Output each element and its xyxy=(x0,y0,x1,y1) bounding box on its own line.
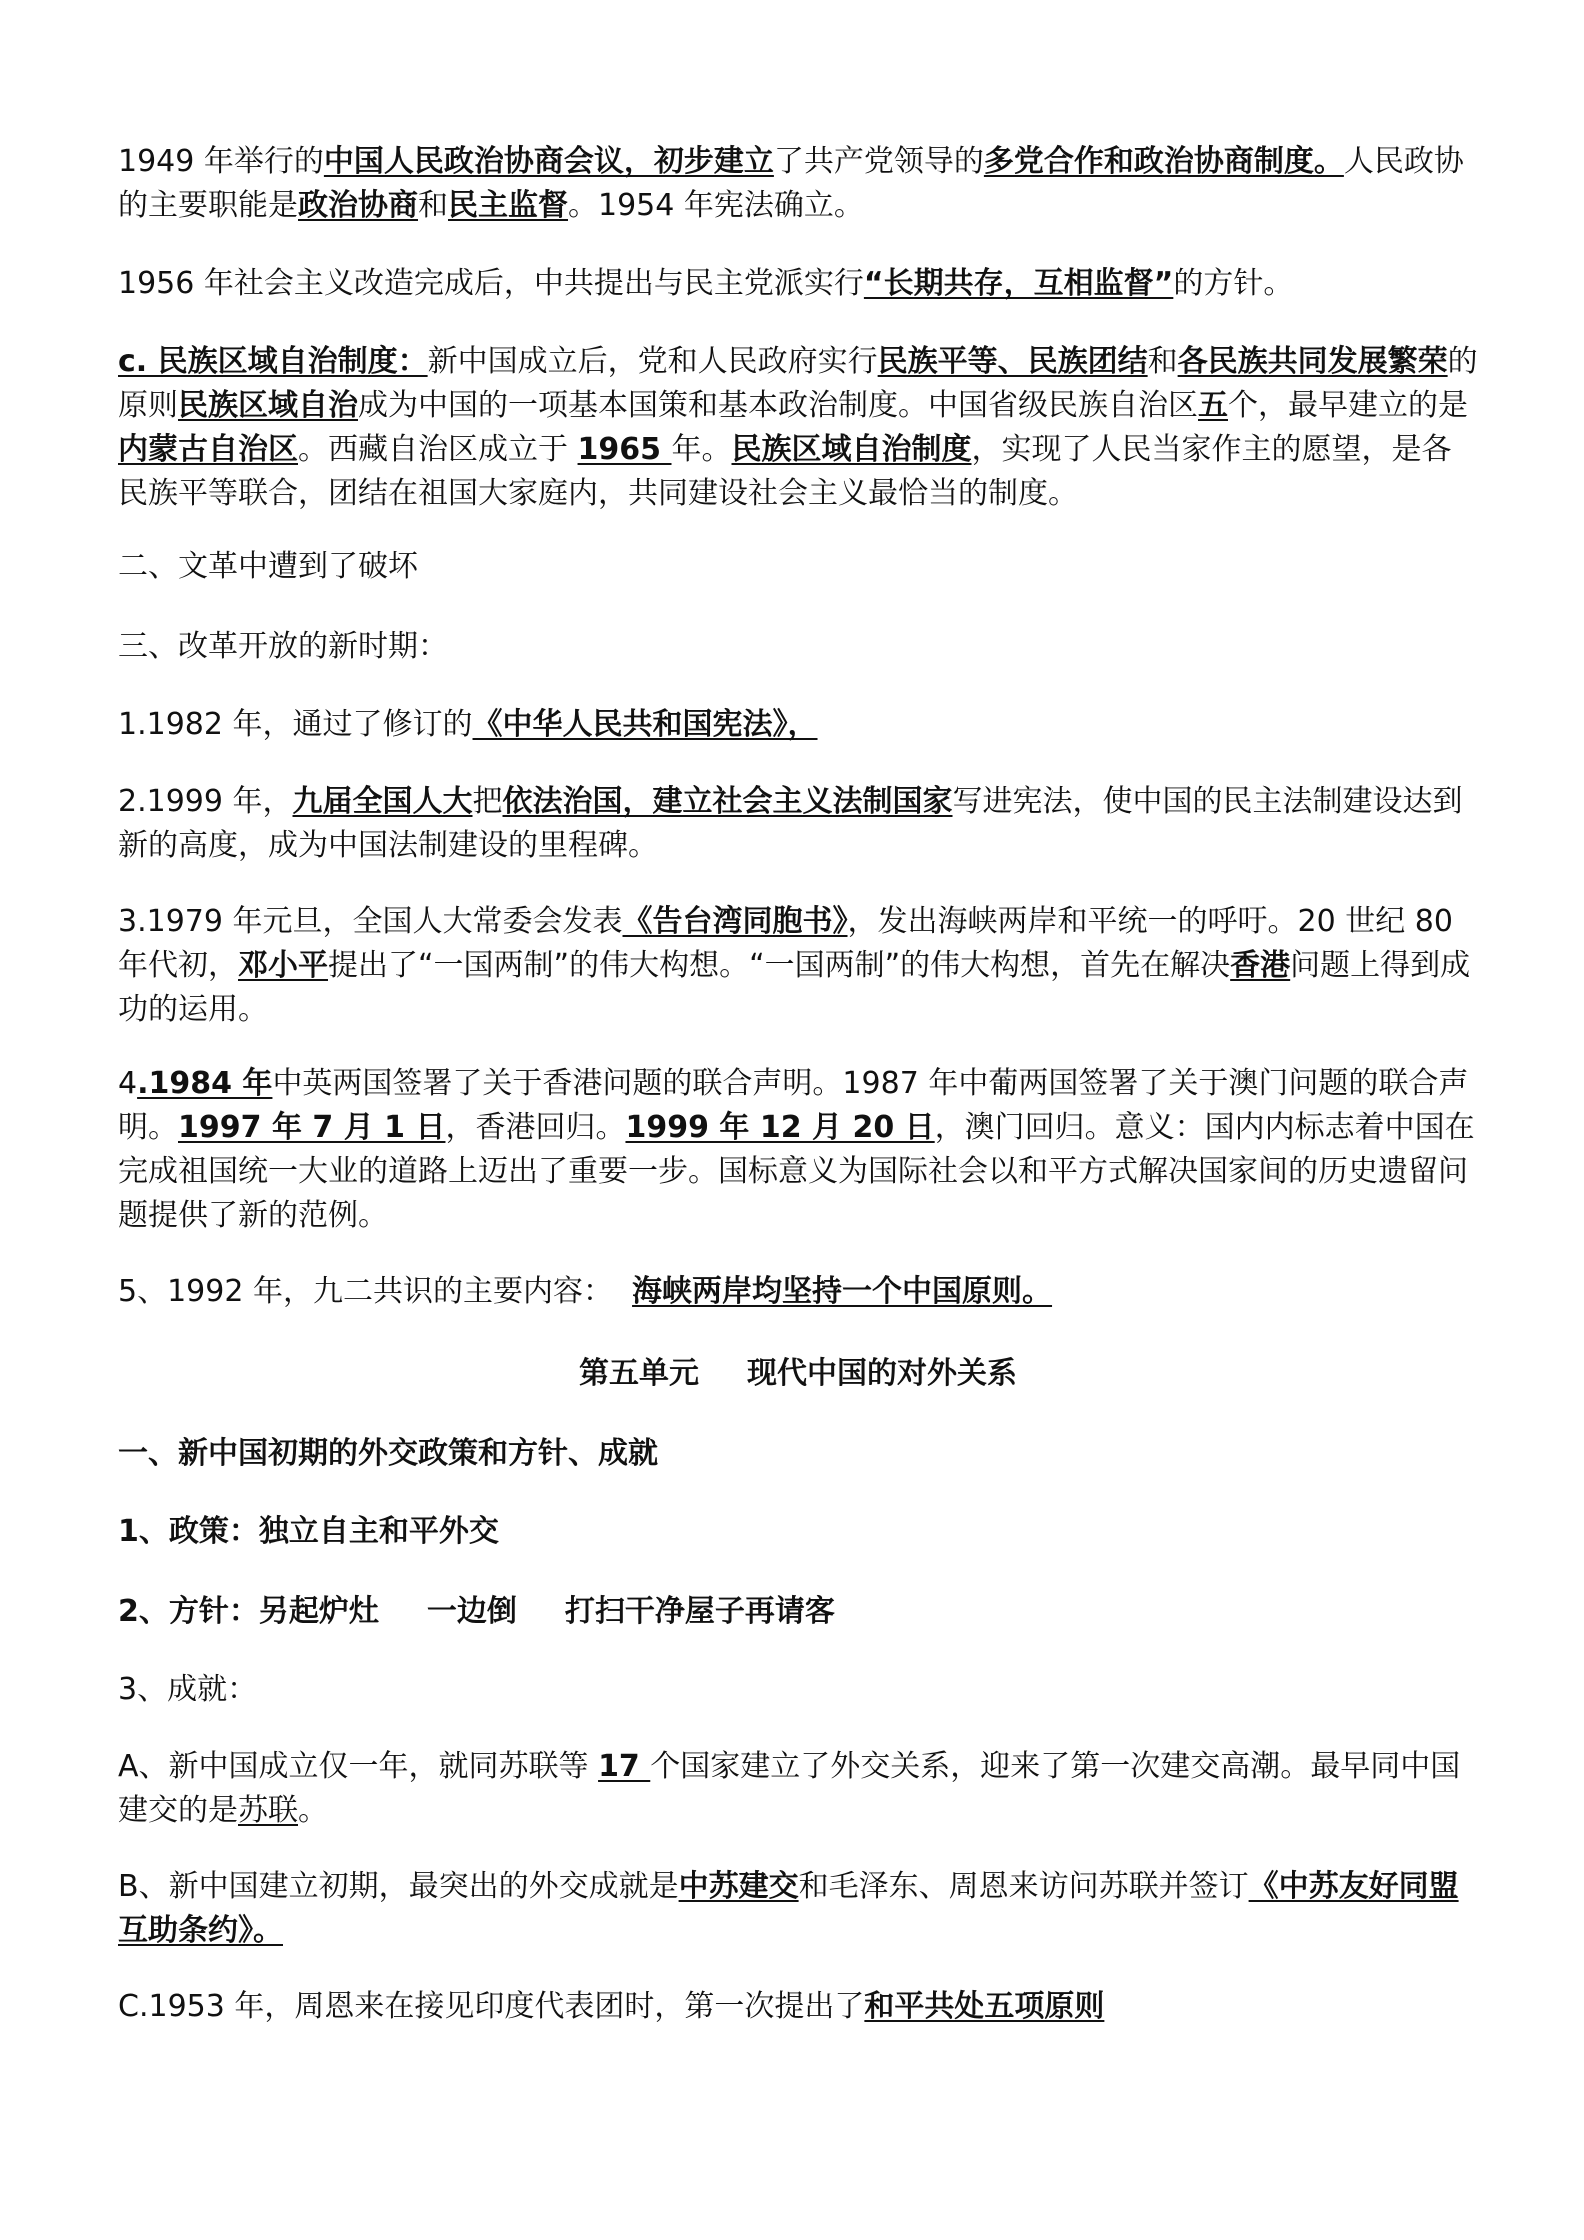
text: 把 xyxy=(472,784,503,819)
text: 新中国成立后，党和人民政府实行 xyxy=(427,344,878,379)
text: 的原则 xyxy=(118,344,1478,423)
paragraph-1982 xyxy=(118,703,1478,747)
paragraph-cultural-revolution xyxy=(118,545,1478,589)
key-term: 《中华人民共和国宪法》， xyxy=(472,707,818,742)
text: 1、政策：独立自主和平外交 xyxy=(118,1514,499,1549)
key-term: 政治协商 xyxy=(298,188,418,223)
paragraph-reform-heading xyxy=(118,625,1478,669)
text: 人民政协的主要职能是 xyxy=(118,144,1464,223)
text: 1.1982 年，通过了修订的 xyxy=(118,707,473,742)
key-term: 海峡两岸均坚持一个中国原则。 xyxy=(632,1274,1053,1309)
section-label: c. 民族区域自治制度： xyxy=(118,344,428,379)
text: 。西藏自治区成立于 xyxy=(298,432,578,467)
key-term: 多党合作和政治协商制度。 xyxy=(983,144,1344,179)
paragraph-1992 xyxy=(118,1270,1478,1314)
unit-heading xyxy=(118,1352,1478,1396)
key-term: 九届全国人大 xyxy=(292,784,473,819)
text: B、新中国建立初期，最突出的外交成就是 xyxy=(118,1869,679,1904)
text: 3.1979 年元旦，全国人大常委会发表 xyxy=(118,904,623,939)
text: 一、新中国初期的外交政策和方针、成就 xyxy=(118,1436,658,1471)
key-term: .1984 年 xyxy=(137,1066,273,1101)
key-term: 《中苏友好同盟互助条约》。 xyxy=(118,1869,1459,1948)
paragraph-a xyxy=(118,1745,1478,1833)
paragraph-ethnic-autonomy xyxy=(118,340,1478,516)
key-term: 内蒙古自治区 xyxy=(118,432,298,467)
key-term: 1965 xyxy=(577,432,672,467)
key-term: 邓小平 xyxy=(238,948,328,983)
key-term: 1997 年 7 月 1 日 xyxy=(178,1110,446,1145)
text: 一边倒 xyxy=(426,1594,517,1629)
text: 个，最早建立的是 xyxy=(1228,388,1468,423)
text: 2.1999 年， xyxy=(118,784,293,819)
text: ，发出海峡两岸和平统一的呼吁。20 世纪 80 年代初， xyxy=(118,904,1453,983)
key-term: 香港 xyxy=(1230,948,1291,983)
key-term: 民族区域自治 xyxy=(178,388,358,423)
key-term: 民族区域自治制度 xyxy=(731,432,972,467)
paragraph-principles xyxy=(118,1590,1478,1634)
text: ，澳门回归。意义：国内内标志着中国在完成祖国统一大业的道路上迈出了重要一步。国标意义为国际社会以和平方式解决国家间的历史遗留问题提供了新的范例。 xyxy=(118,1110,1475,1233)
key-term: 中苏建交 xyxy=(678,1869,799,1904)
text: 。 xyxy=(298,1793,328,1828)
text: 。1954 年宪法确立。 xyxy=(568,188,864,223)
text: 3、成就： xyxy=(118,1672,258,1707)
key-term: 民族平等、民族团结 xyxy=(877,344,1148,379)
text: 年。 xyxy=(671,432,732,467)
text: 三、改革开放的新时期： xyxy=(118,629,448,664)
text: 了共产党领导的 xyxy=(773,144,984,179)
paragraph-1999 xyxy=(118,780,1478,868)
text: 4 xyxy=(118,1066,138,1101)
text: 二、文革中遭到了破坏 xyxy=(118,549,418,584)
text: 和 xyxy=(418,188,448,223)
text: 和 xyxy=(1147,344,1178,379)
text: 提出了“一国两制”的伟大构想。“一国两制”的伟大构想，首先在解决 xyxy=(328,948,1231,983)
key-term: 各民族共同发展繁荣 xyxy=(1177,344,1448,379)
unit-title: 现代中国的对外关系 xyxy=(747,1356,1017,1391)
text: 和毛泽东、周恩来访问苏联并签订 xyxy=(798,1869,1249,1904)
paragraph-policy xyxy=(118,1510,1478,1554)
key-term: 1999 年 12 月 20 日 xyxy=(625,1110,935,1145)
key-term: 《告台湾同胞书》 xyxy=(622,904,848,939)
text: 个国家建立了外交关系，迎来了第一次建交高潮。最早同中国建交的是 xyxy=(118,1749,1461,1828)
key-term: 17 xyxy=(598,1749,651,1784)
paragraph-1956 xyxy=(118,262,1478,306)
paragraph-c xyxy=(118,1985,1478,2029)
key-term: 苏联 xyxy=(238,1793,298,1828)
text: 1956 年社会主义改造完成后，中共提出与民主党派实行 xyxy=(118,266,864,301)
paragraph-1979 xyxy=(118,900,1478,1032)
text: C.1953 年，周恩来在接见印度代表团时，第一次提出了 xyxy=(118,1989,865,2024)
text: 的方针。 xyxy=(1173,266,1294,301)
text: ，实现了人民当家作主的愿望，是各民族平等联合，团结在祖国大家庭内，共同建设社会主义最恰当的制度。 xyxy=(118,432,1452,511)
key-term: “长期共存，互相监督” xyxy=(863,266,1174,301)
text: 2、方针：另起炉灶 xyxy=(118,1594,379,1629)
text: 成为中国的一项基本国策和基本政治制度。中国省级民族自治区 xyxy=(358,388,1198,423)
paragraph-1984 xyxy=(118,1062,1478,1238)
text: A、新中国成立仅一年，就同苏联等 xyxy=(118,1749,599,1784)
key-term: 五 xyxy=(1198,388,1228,423)
text: 写进宪法，使中国的民主法制建设达到新的高度，成为中国法制建设的里程碑。 xyxy=(118,784,1463,863)
paragraph-b xyxy=(118,1865,1478,1953)
key-term: 中国人民政治协商会议，初步建立 xyxy=(323,144,774,179)
paragraph-achievements xyxy=(118,1668,1478,1712)
paragraph-cppcc xyxy=(118,140,1478,228)
key-term: 依法治国，建立社会主义法制国家 xyxy=(502,784,953,819)
text: ，香港回归。 xyxy=(445,1110,626,1145)
text: 5、1992 年，九二共识的主要内容： xyxy=(118,1274,633,1309)
unit-number: 第五单元 xyxy=(579,1356,699,1391)
text: 中英两国签署了关于香港问题的联合声明。1987 年中葡两国签署了关于澳门问题的联合声明。 xyxy=(118,1066,1469,1145)
text: 问题上得到成功的运用。 xyxy=(118,948,1471,1027)
key-term: 和平共处五项原则 xyxy=(864,1989,1105,2024)
text: 打扫干净屋子再请客 xyxy=(564,1594,835,1629)
text: 1949 年举行的 xyxy=(118,144,324,179)
key-term: 民主监督 xyxy=(448,188,568,223)
section-heading-diplomacy xyxy=(118,1432,1478,1476)
